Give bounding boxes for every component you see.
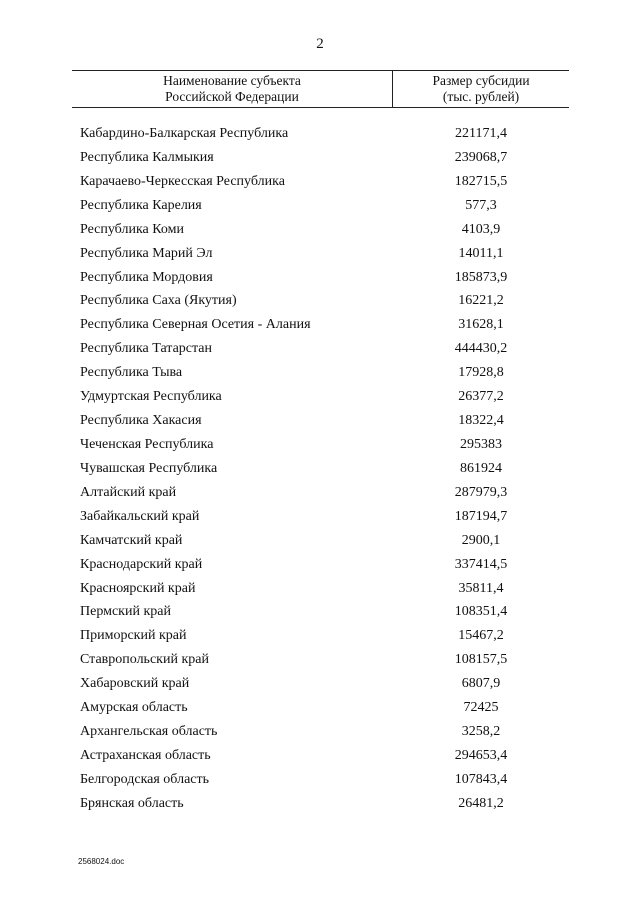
subsidy-amount: 221171,4 (455, 126, 507, 141)
region-name: Архангельская область (80, 724, 218, 740)
subsidy-amount: 187194,7 (454, 508, 508, 524)
table-row (0, 172, 640, 196)
subsidy-amount: 26377,2 (458, 389, 504, 405)
region-name: Амурская область (80, 700, 188, 716)
table-row (0, 220, 640, 244)
table-row (0, 770, 640, 794)
subsidy-amount: 444430,2 (454, 341, 508, 357)
table-row (0, 531, 640, 555)
subsidy-amount: 287979,3 (454, 484, 508, 500)
region-name: Республика Тыва (80, 365, 183, 381)
subsidy-amount: 15467,2 (458, 628, 504, 644)
region-name: Красноярский край (80, 580, 196, 596)
region-name: Республика Карелия (80, 197, 202, 213)
table-row (0, 555, 640, 579)
subsidy-amount: 107843,4 (454, 771, 508, 787)
table-row (0, 291, 640, 315)
table-row (0, 746, 640, 770)
region-name: Карачаево-Черкесская Республика (80, 173, 285, 189)
table-row (0, 244, 640, 268)
subsidy-amount: 14011,1 (458, 245, 504, 261)
column-header-region-name (72, 73, 392, 105)
subsidy-amount: 3258,2 (461, 724, 501, 740)
region-name: Пермский край (80, 604, 171, 620)
column-header-subsidy-amount-line1: Размер субсидии (432, 73, 530, 88)
region-name: Республика Марий Эл (80, 245, 213, 261)
column-header-subsidy-amount (393, 73, 569, 105)
region-name: Чувашская Республика (80, 460, 218, 476)
region-name: Брянская область (80, 795, 184, 811)
subsidy-amount: 182715,5 (454, 173, 508, 189)
region-name: Астраханская область (80, 747, 211, 763)
region-name: Ставропольский край (80, 652, 209, 668)
table-header-bottom-rule (72, 107, 569, 108)
subsidy-amount: 6807,9 (461, 676, 501, 692)
table-row (0, 339, 640, 363)
table-row (0, 602, 640, 626)
subsidy-amount: 108351,4 (454, 604, 508, 620)
table-row (0, 268, 640, 292)
subsidy-amount: 4103,9 (461, 221, 501, 237)
subsidy-amount: 239068,7 (454, 149, 508, 165)
region-name: Краснодарский край (80, 556, 203, 572)
table-row (0, 148, 640, 172)
subsidy-amount: 26481,2 (458, 795, 504, 811)
subsidy-amount: 18322,4 (458, 413, 504, 429)
subsidy-amount: 108157,5 (454, 652, 508, 668)
region-name: Республика Хакасия (80, 413, 202, 429)
region-name: Чеченская Республика (80, 436, 214, 452)
subsidy-amount: 16221,2 (458, 293, 504, 309)
page-number: 2 (316, 36, 324, 52)
table-row (0, 794, 640, 818)
region-name: Республика Северная Осетия - Алания (80, 317, 311, 333)
region-name: Камчатский край (80, 532, 183, 548)
region-name: Белгородская область (80, 771, 210, 787)
region-name: Кабардино-Балкарская Республика (80, 126, 289, 141)
table-row (0, 698, 640, 722)
subsidy-amount: 294653,4 (454, 747, 508, 763)
table-row (0, 315, 640, 339)
subsidy-amount: 35811,4 (458, 580, 504, 596)
table-row (0, 650, 640, 674)
subsidy-amount: 2900,1 (461, 532, 501, 548)
table-row (0, 196, 640, 220)
subsidy-amount: 17928,8 (458, 365, 504, 381)
table-row (0, 387, 640, 411)
subsidy-amount: 72425 (463, 700, 499, 716)
table-row (0, 722, 640, 746)
table-row (0, 483, 640, 507)
column-header-subsidy-amount-line2: (тыс. рублей) (442, 89, 520, 104)
table-header-top-rule (72, 70, 569, 71)
region-name: Республика Коми (80, 221, 184, 237)
region-name: Республика Мордовия (80, 269, 213, 285)
table-body (0, 124, 640, 818)
subsidy-amount: 31628,1 (458, 317, 504, 333)
table-row (0, 507, 640, 531)
subsidy-amount: 295383 (460, 436, 502, 452)
region-name: Хабаровский край (80, 676, 190, 692)
table-row (0, 626, 640, 650)
subsidy-amount: 861924 (460, 460, 502, 476)
table-row (0, 674, 640, 698)
region-name: Забайкальский край (80, 508, 200, 524)
region-name: Удмуртская Республика (80, 389, 222, 405)
subsidy-amount: 185873,9 (454, 269, 508, 285)
table-row (0, 363, 640, 387)
column-header-region-name-line2: Российской Федерации (165, 89, 299, 104)
subsidy-amount: 337414,5 (454, 556, 508, 572)
region-name: Республика Саха (Якутия) (80, 293, 237, 309)
subsidy-amount: 577,3 (465, 197, 497, 213)
region-name: Республика Татарстан (80, 341, 213, 357)
region-name: Республика Калмыкия (80, 149, 214, 165)
table-row (0, 459, 640, 483)
column-header-region-name-line1: Наименование субъекта (163, 73, 301, 88)
region-name: Алтайский край (80, 484, 177, 500)
footer-document-code: 2568024.doc (78, 857, 125, 866)
table-row (0, 411, 640, 435)
table-row (0, 435, 640, 459)
region-name: Приморский край (80, 628, 187, 644)
table-row (0, 579, 640, 603)
table-row (0, 124, 640, 148)
